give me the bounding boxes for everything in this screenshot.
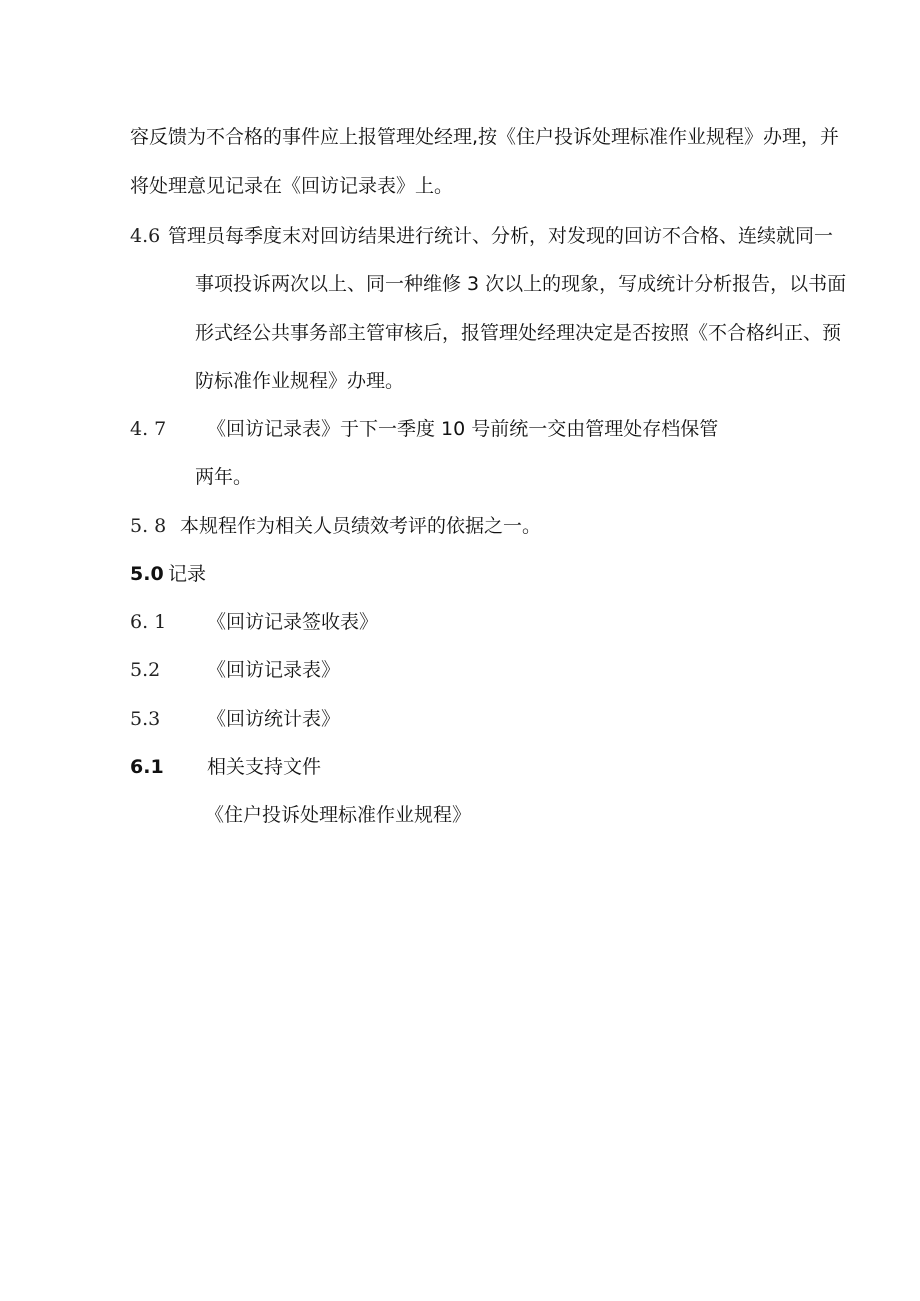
record-item-visit-signoff-form: 《回访记录签收表》 bbox=[207, 611, 379, 633]
section-heading-records: 记录 bbox=[168, 563, 207, 585]
record-item-visit-record-form: 《回访记录表》 bbox=[207, 659, 341, 681]
paragraph-continuation-line-2: 将处理意见记录在《回访记录表》上。 bbox=[130, 175, 454, 197]
paragraph-4-6-line-1: 管理员每季度末对回访结果进行统计、分析，对发现的回访不合格、连续就同一 bbox=[168, 225, 834, 247]
paragraph-4-6-line-3: 形式经公共事务部主管审核后，报管理处经理决定是否按照《不合格纠正、预 bbox=[195, 322, 842, 344]
record-number-6-1: 6. 1 bbox=[130, 611, 167, 633]
section-number-4-7: 4. 7 bbox=[130, 418, 167, 440]
section-number-5-0: 5.0 bbox=[130, 563, 164, 585]
section-heading-supporting-documents: 相关支持文件 bbox=[207, 756, 322, 778]
paragraph-4-6-line-4: 防标准作业规程》办理。 bbox=[195, 370, 405, 392]
record-item-visit-statistics-form: 《回访统计表》 bbox=[207, 708, 341, 730]
record-number-5-2: 5.2 bbox=[130, 659, 161, 681]
paragraph-4-6-line-2: 事项投诉两次以上、同一种维修 3 次以上的现象，写成统计分析报告，以书面 bbox=[195, 273, 847, 295]
record-number-5-3: 5.3 bbox=[130, 708, 161, 730]
section-number-4-6: 4.6 bbox=[130, 225, 161, 247]
paragraph-5-8-text: 本规程作为相关人员绩效考评的依据之一。 bbox=[180, 515, 542, 537]
section-number-5-8: 5. 8 bbox=[130, 515, 167, 537]
paragraph-4-7-line-1: 《回访记录表》于下一季度 10 号前统一交由管理处存档保管 bbox=[207, 418, 719, 440]
paragraph-continuation-line-1: 容反馈为不合格的事件应上报管理处经理,按《住户投诉处理标准作业规程》办理，并 bbox=[130, 126, 840, 148]
section-number-6-1: 6.1 bbox=[130, 756, 164, 778]
supporting-document-item: 《住户投诉处理标准作业规程》 bbox=[205, 804, 472, 826]
paragraph-4-7-line-2: 两年。 bbox=[195, 466, 253, 488]
